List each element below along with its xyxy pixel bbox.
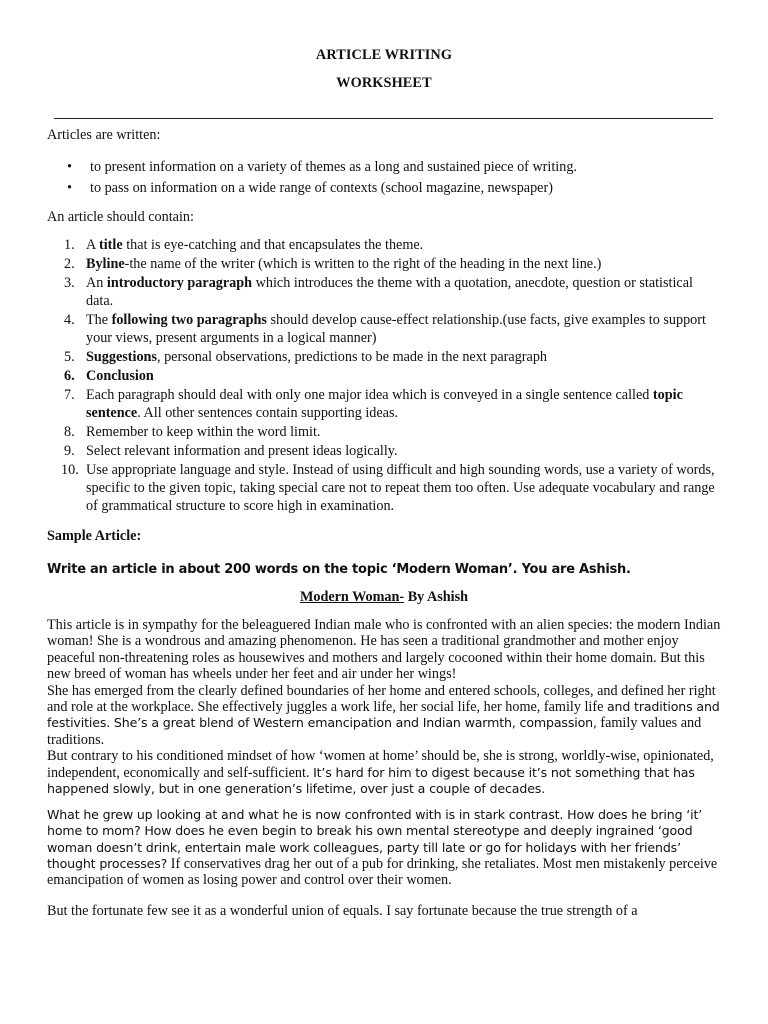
list-item (47, 178, 722, 199)
content-points-list (47, 237, 722, 517)
article-text: She has emerged from the clearly defined boundaries of her home and entered schools, colleges, and defined her right and role at the workplace. She effectively juggles a work life, her social life, her home, family life (47, 682, 716, 716)
article-byline: By Ashish (404, 589, 469, 605)
article-text: If conservatives drag her out of a pub for drinking, she retaliates. Most men mistakenly perceive emancipation of women as losing power and control over their women. (47, 855, 718, 889)
article-text: What he grew up looking at and what he is now confronted with is in stark contrast. How does he bring ‘it’ home to mom? How does he even begin to break his own mental stereotype and deeply ingrained ‘good woman doesn’t drink, entertain male work colleagues, party till late or go for holidays with her friends’ thought processes? (47, 807, 703, 871)
list-item (47, 462, 722, 515)
bullet-icon: • (67, 179, 72, 196)
list-item (47, 424, 722, 442)
item-number: 2. (64, 256, 75, 273)
list-item (47, 443, 722, 461)
bullet-text: to pass on information on a wide range of contexts (school magazine, newspaper) (90, 179, 553, 196)
article-body (47, 617, 722, 797)
item-text: Each paragraph should deal with only one major idea which is conveyed in a single sentence called (86, 387, 653, 404)
item-bold-text: introductory paragraph (106, 275, 253, 292)
article-text: family values and traditions. (47, 715, 702, 748)
item-number: 3. (64, 275, 75, 292)
item-number: 5. (64, 348, 75, 365)
article-text: This article is in sympathy for the beleaguered Indian male who is confronted with an alien species: the modern Indian woman! She is a wondrous and amazing phenomenon. He has seen a traditional grandmother and mother enjoy peaceful non-threatening roles as housewives and mothers and largely cocooned within their home domain. But this new breed of woman has wheels under her feet and air under her wings! (47, 617, 721, 683)
item-bold-text: title (99, 237, 123, 253)
sample-article-label: Sample Article: (47, 528, 142, 544)
article-paragraph (47, 807, 722, 888)
item-bold-text: Conclusion (86, 368, 154, 385)
item-text: -the name of the writer (which is written to the right of the heading in the next line.) (124, 256, 602, 273)
item-text: A (86, 237, 100, 253)
item-number: 8. (64, 424, 75, 441)
bullet-icon: • (67, 159, 72, 175)
article-title: Modern Woman- (299, 589, 405, 605)
page-title: ARTICLE WRITING (315, 47, 453, 63)
list-item (47, 349, 722, 367)
item-text: Use appropriate language and style. Instead of using difficult and high sounding words, use a variety of words, specific to the given topic, taking special care not to repeat them too often. Use adequate vocabulary and range of grammatical structure to score high in examination. (86, 462, 715, 514)
header-divider (54, 118, 713, 119)
article-paragraph: But the fortunate few see it as a wonderful union of equals. I say fortunate because the true strength of a (47, 903, 638, 919)
item-text: should develop cause-effect relationship.(use facts, give examples to support your views, present arguments in a logical manner) (86, 312, 706, 346)
item-text: An (86, 275, 107, 292)
item-text: that is eye-catching and that encapsulates the theme. (122, 237, 424, 253)
list-item (47, 312, 722, 347)
task-prompt: Write an article in about 200 words on the topic ‘Modern Woman’. You are Ashish. (47, 562, 631, 577)
purpose-list (47, 157, 722, 198)
list-item (47, 237, 722, 255)
item-number: 1. (64, 237, 75, 253)
item-number: 6. (64, 368, 75, 385)
article-text: But contrary to his conditioned mindset of how ‘women at home’ should be, she is strong, worldly-wise, opinionated, independent, economically and self-sufficient. (47, 748, 714, 781)
item-text: Remember to keep within the word limit. (86, 424, 321, 441)
item-bold-text: Byline (86, 256, 125, 273)
article-paragraph (47, 617, 722, 797)
article-text: and traditions and festivities. She’s a great blend of Western emancipation and Indian warmth, compassion, (47, 699, 720, 731)
item-bold-text: Suggestions (86, 348, 157, 365)
item-bold-text: topic sentence (86, 387, 683, 421)
intro-contain: An article should contain: (47, 209, 194, 225)
list-item (47, 387, 722, 422)
item-number: 7. (64, 387, 75, 404)
intro-written: Articles are written: (47, 127, 161, 143)
item-number: 9. (64, 443, 75, 460)
item-number: 4. (64, 312, 75, 329)
item-text: The (86, 312, 112, 329)
list-item (47, 275, 722, 310)
item-text: . All other sentences contain supporting ideas. (137, 404, 399, 421)
item-text: Select relevant information and present ideas logically. (86, 443, 398, 460)
article-text: It’s hard for him to digest because it’s not something that has happened slowly, but in one generation’s lifetime, over just a couple of decades. (47, 764, 695, 797)
item-text: , personal observations, predictions to be made in the next paragraph (156, 348, 548, 365)
item-text: which introduces the theme with a quotation, anecdote, question or statistical data. (86, 275, 693, 309)
article-heading (0, 589, 768, 606)
bullet-text: to present information on a variety of themes as a long and sustained piece of writing. (90, 159, 577, 175)
item-number: 10. (61, 462, 79, 479)
list-item (47, 368, 722, 386)
item-bold-text: following two paragraphs (111, 312, 267, 329)
list-item (47, 256, 722, 274)
page-subtitle: WORKSHEET (336, 75, 432, 91)
list-item (47, 157, 722, 178)
